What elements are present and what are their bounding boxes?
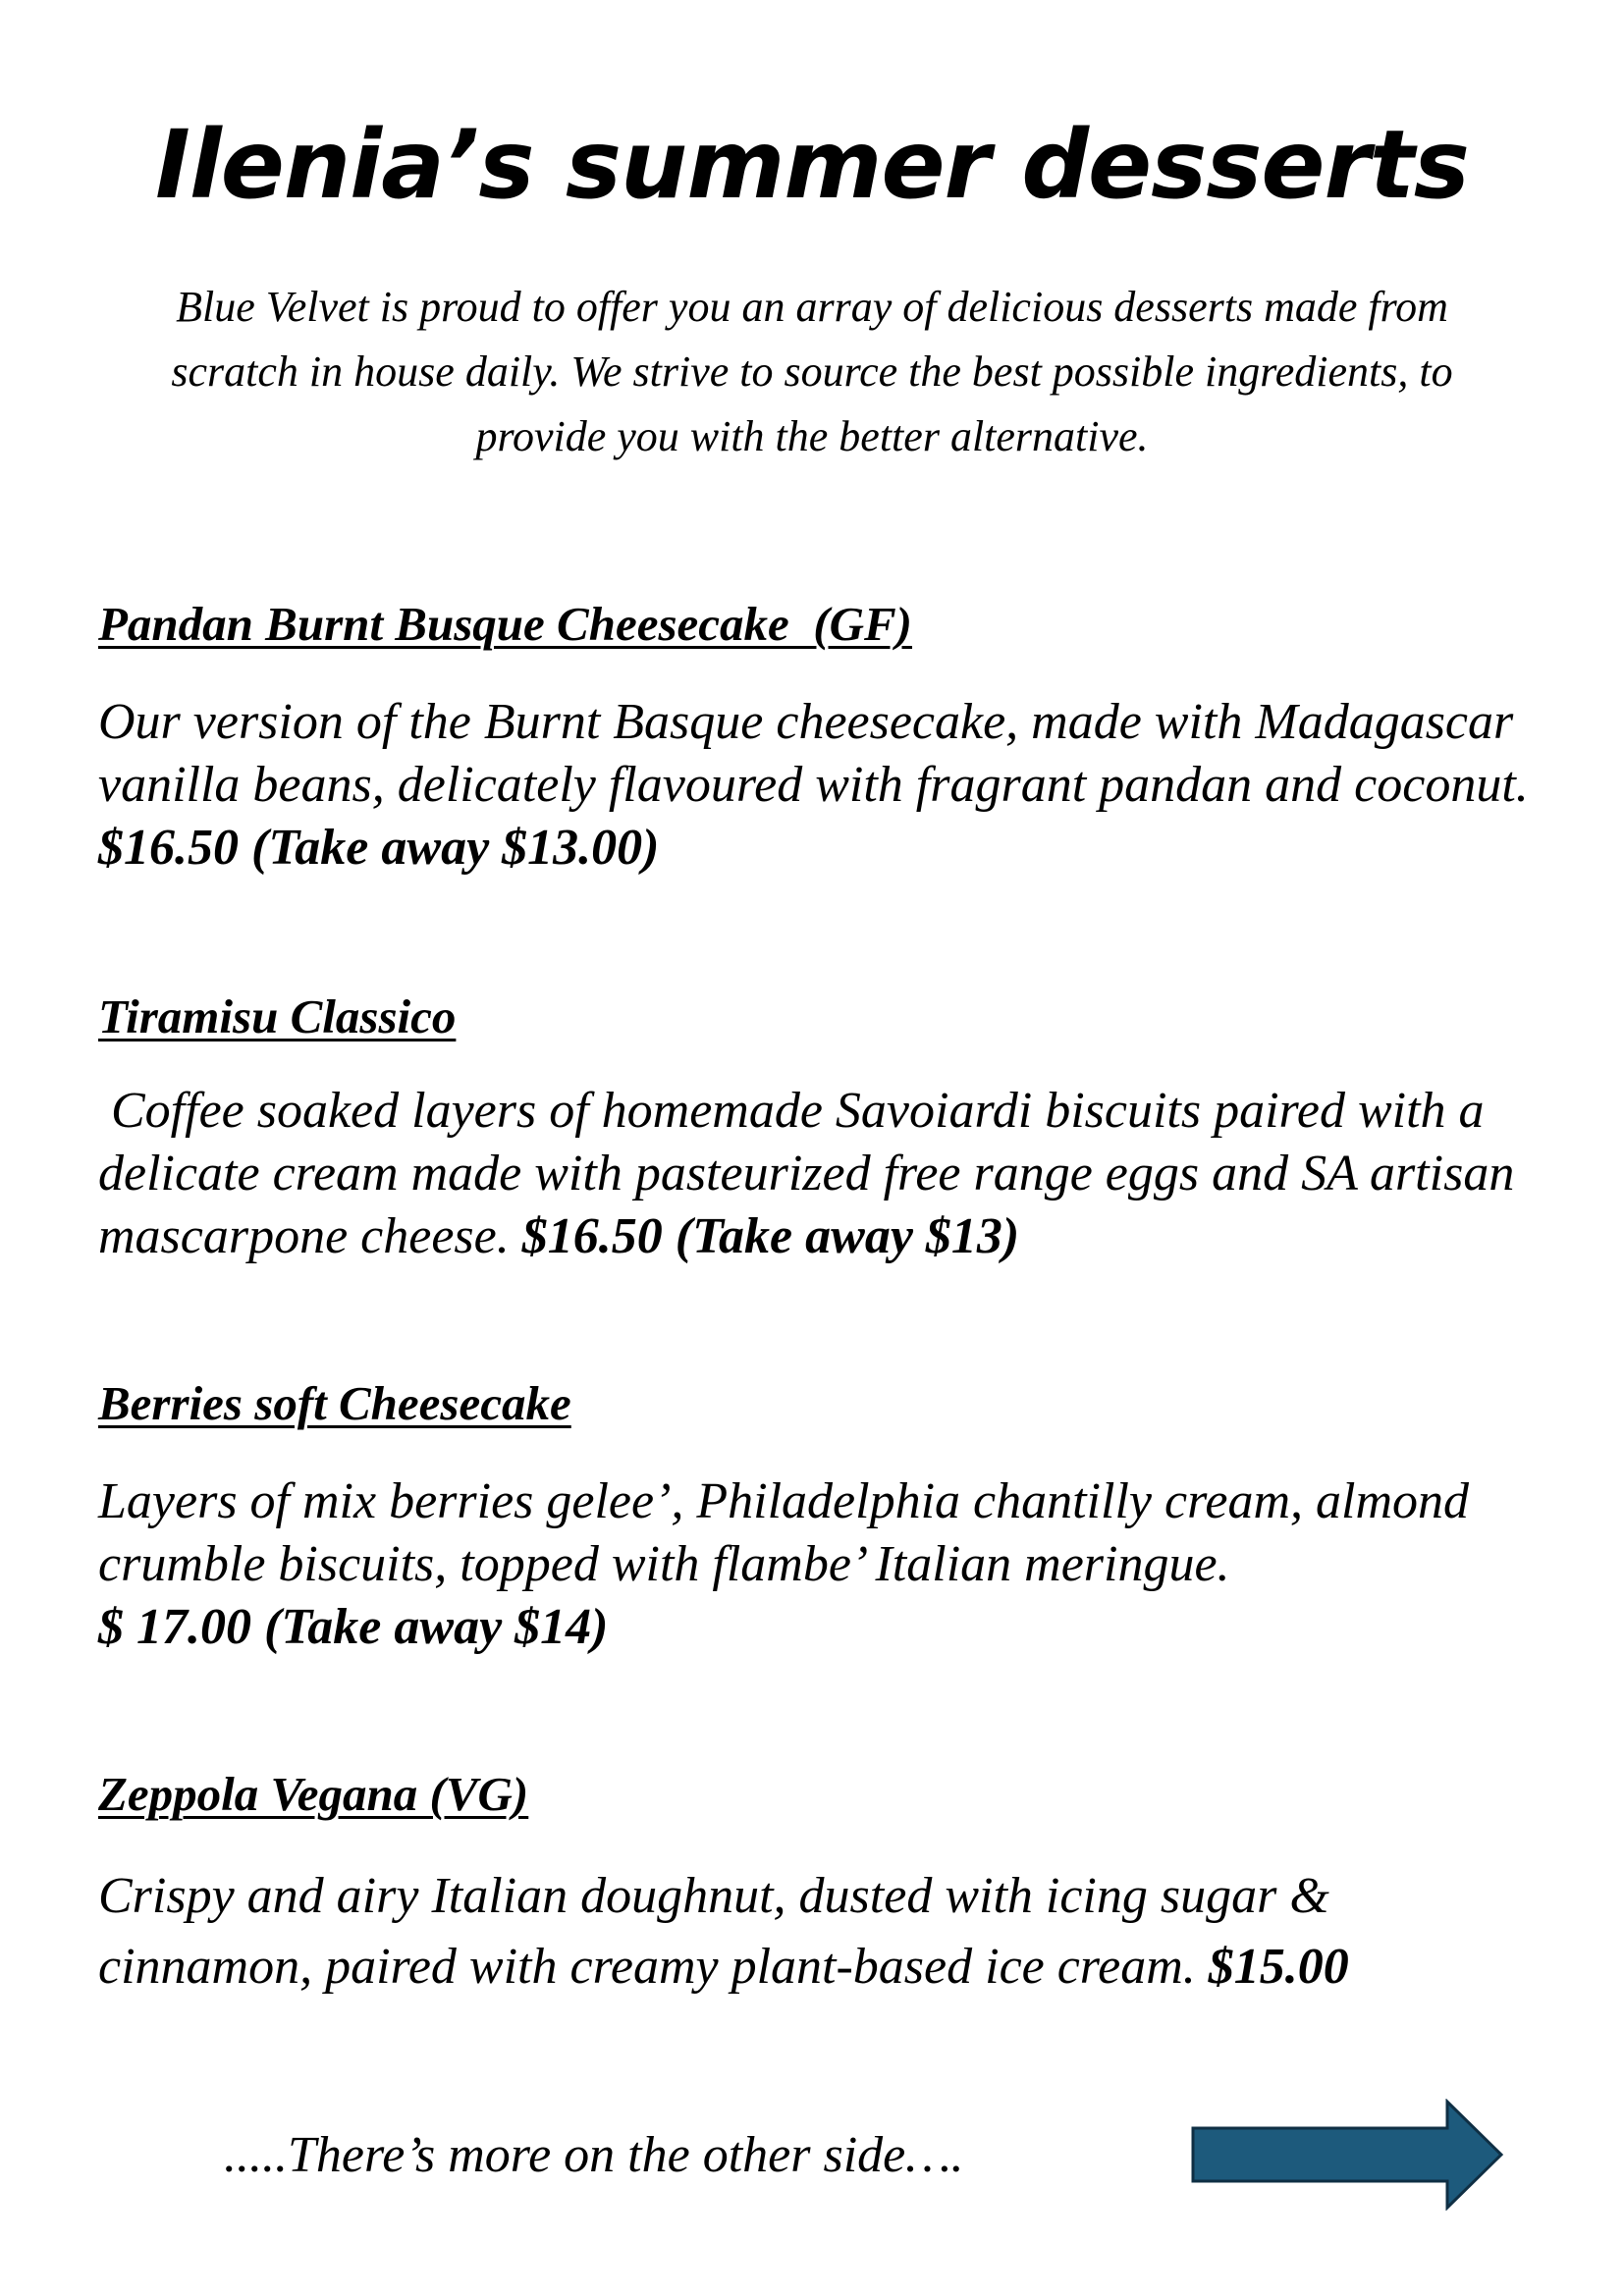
item-description-text: Layers of mix berries gelee’, Philadelphia chantilly cream, almond crumble biscuits, topped with flambe’ Italian meringue. <box>98 1473 1483 1592</box>
item-description-zeppola-vegana <box>98 1861 1551 2002</box>
item-price: $16.50 (Take away $13) <box>521 1208 1020 1264</box>
item-description-berries-cheesecake <box>98 1470 1551 1659</box>
item-name-berries-cheesecake: Berries soft Cheesecake <box>98 1376 571 1430</box>
right-arrow-shape <box>1193 2102 1501 2208</box>
item-price: $ 17.00 (Take away $14) <box>98 1599 609 1655</box>
more-other-side-note: .....There’s more on the other side…. <box>224 2127 964 2183</box>
menu-intro: Blue Velvet is proud to offer you an array of delicious desserts made from scratch in house daily. We strive to source the best possible ingredients, to provide you with the better alternative. <box>171 283 1453 460</box>
item-description-pandan-cheesecake <box>98 691 1551 880</box>
item-price: $15.00 <box>1208 1939 1349 1995</box>
item-name-pandan-cheesecake: Pandan Burnt Busque Cheesecake (GF) <box>98 597 913 651</box>
item-description-text: Our version of the Burnt Basque cheesecake, made with Madagascar vanilla beans, delicately flavoured with fragrant pandan and coconut. <box>98 694 1542 813</box>
menu-title: Ilenia’s summer desserts <box>155 110 1469 220</box>
item-name-zeppola-vegana: Zeppola Vegana (VG) <box>98 1767 529 1821</box>
item-description-text: Coffee soaked layers of homemade Savoiardi biscuits paired with a delicate cream made with pasteurized free range eggs and SA artisan mascarpone cheese. <box>98 1083 1528 1264</box>
right-arrow-icon <box>1190 2099 1504 2211</box>
item-description-tiramisu <box>98 1080 1551 1268</box>
item-description-text: Crispy and airy Italian doughnut, dusted with icing sugar & cinnamon, paired with creamy plant-based ice cream. <box>98 1868 1342 1995</box>
item-price: $16.50 (Take away $13.00) <box>98 820 660 876</box>
item-name-tiramisu: Tiramisu Classico <box>98 989 457 1043</box>
